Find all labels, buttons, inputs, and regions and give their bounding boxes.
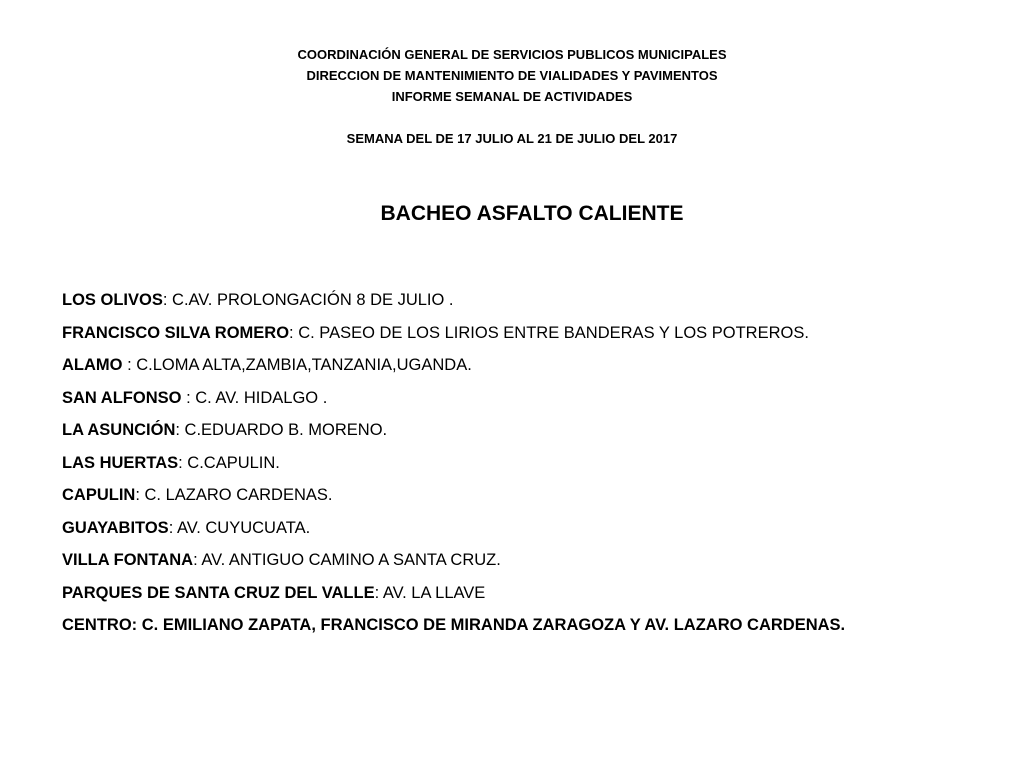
location-detail: : C. AV. HIDALGO . [181, 388, 328, 407]
location-detail: : AV. ANTIGUO CAMINO A SANTA CRUZ. [193, 551, 501, 569]
list-item [62, 577, 1012, 610]
location-name: LA ASUNCIÓN [62, 421, 176, 439]
location-detail: : C.AV. PROLONGACIÓN 8 DE JULIO . [162, 291, 454, 309]
list-item [62, 317, 1012, 350]
list-item [62, 284, 1012, 317]
list-item [62, 544, 1012, 577]
list-item [62, 382, 1012, 415]
list-item [62, 609, 1012, 642]
location-detail: : C. LAZARO CARDENAS. [135, 486, 333, 504]
header-line-direction: DIRECCION DE MANTENIMIENTO DE VIALIDADES Y PAVIMENTOS [306, 68, 718, 83]
location-name: FRANCISCO SILVA ROMERO [62, 323, 290, 342]
header-line-week: SEMANA DEL DE 17 JULIO AL 21 DE JULIO DEL 2017 [346, 131, 678, 146]
location-detail: : AV. CUYUCUATA. [168, 518, 311, 537]
list-item [62, 512, 1012, 545]
location-detail: : C.CAPULIN. [178, 453, 280, 472]
location-detail: : C. EMILIANO ZAPATA, FRANCISCO DE MIRANDA ZARAGOZA Y AV. LAZARO CARDENAS. [131, 616, 846, 634]
work-location-list [62, 284, 1012, 642]
report-header [0, 44, 1024, 149]
location-name: LOS OLIVOS [62, 291, 163, 309]
location-detail: : AV. LA LLAVE [374, 583, 486, 602]
location-name: PARQUES DE SANTA CRUZ DEL VALLE [62, 583, 375, 602]
location-name: CAPULIN [62, 486, 136, 504]
location-name: CENTRO [62, 616, 132, 634]
location-name: VILLA FONTANA [62, 551, 194, 569]
list-item [62, 414, 1012, 447]
location-name: GUAYABITOS [62, 518, 169, 537]
header-line-report-type: INFORME SEMANAL DE ACTIVIDADES [391, 89, 633, 104]
header-line-coordination: COORDINACIÓN GENERAL DE SERVICIOS PUBLICOS MUNICIPALES [297, 47, 727, 62]
list-item [62, 349, 1012, 382]
location-name: ALAMO [62, 356, 123, 374]
location-detail: : C. PASEO DE LOS LIRIOS ENTRE BANDERAS Y LOS POTREROS. [289, 323, 809, 342]
location-detail: : C.LOMA ALTA,ZAMBIA,TANZANIA,UGANDA. [122, 356, 472, 374]
section-title: BACHEO ASFALTO CALIENTE [380, 202, 684, 225]
list-item [62, 447, 1012, 480]
location-name: LAS HUERTAS [62, 453, 179, 472]
location-name: SAN ALFONSO [62, 388, 182, 407]
location-detail: : C.EDUARDO B. MORENO. [175, 421, 388, 439]
list-item [62, 479, 1012, 512]
